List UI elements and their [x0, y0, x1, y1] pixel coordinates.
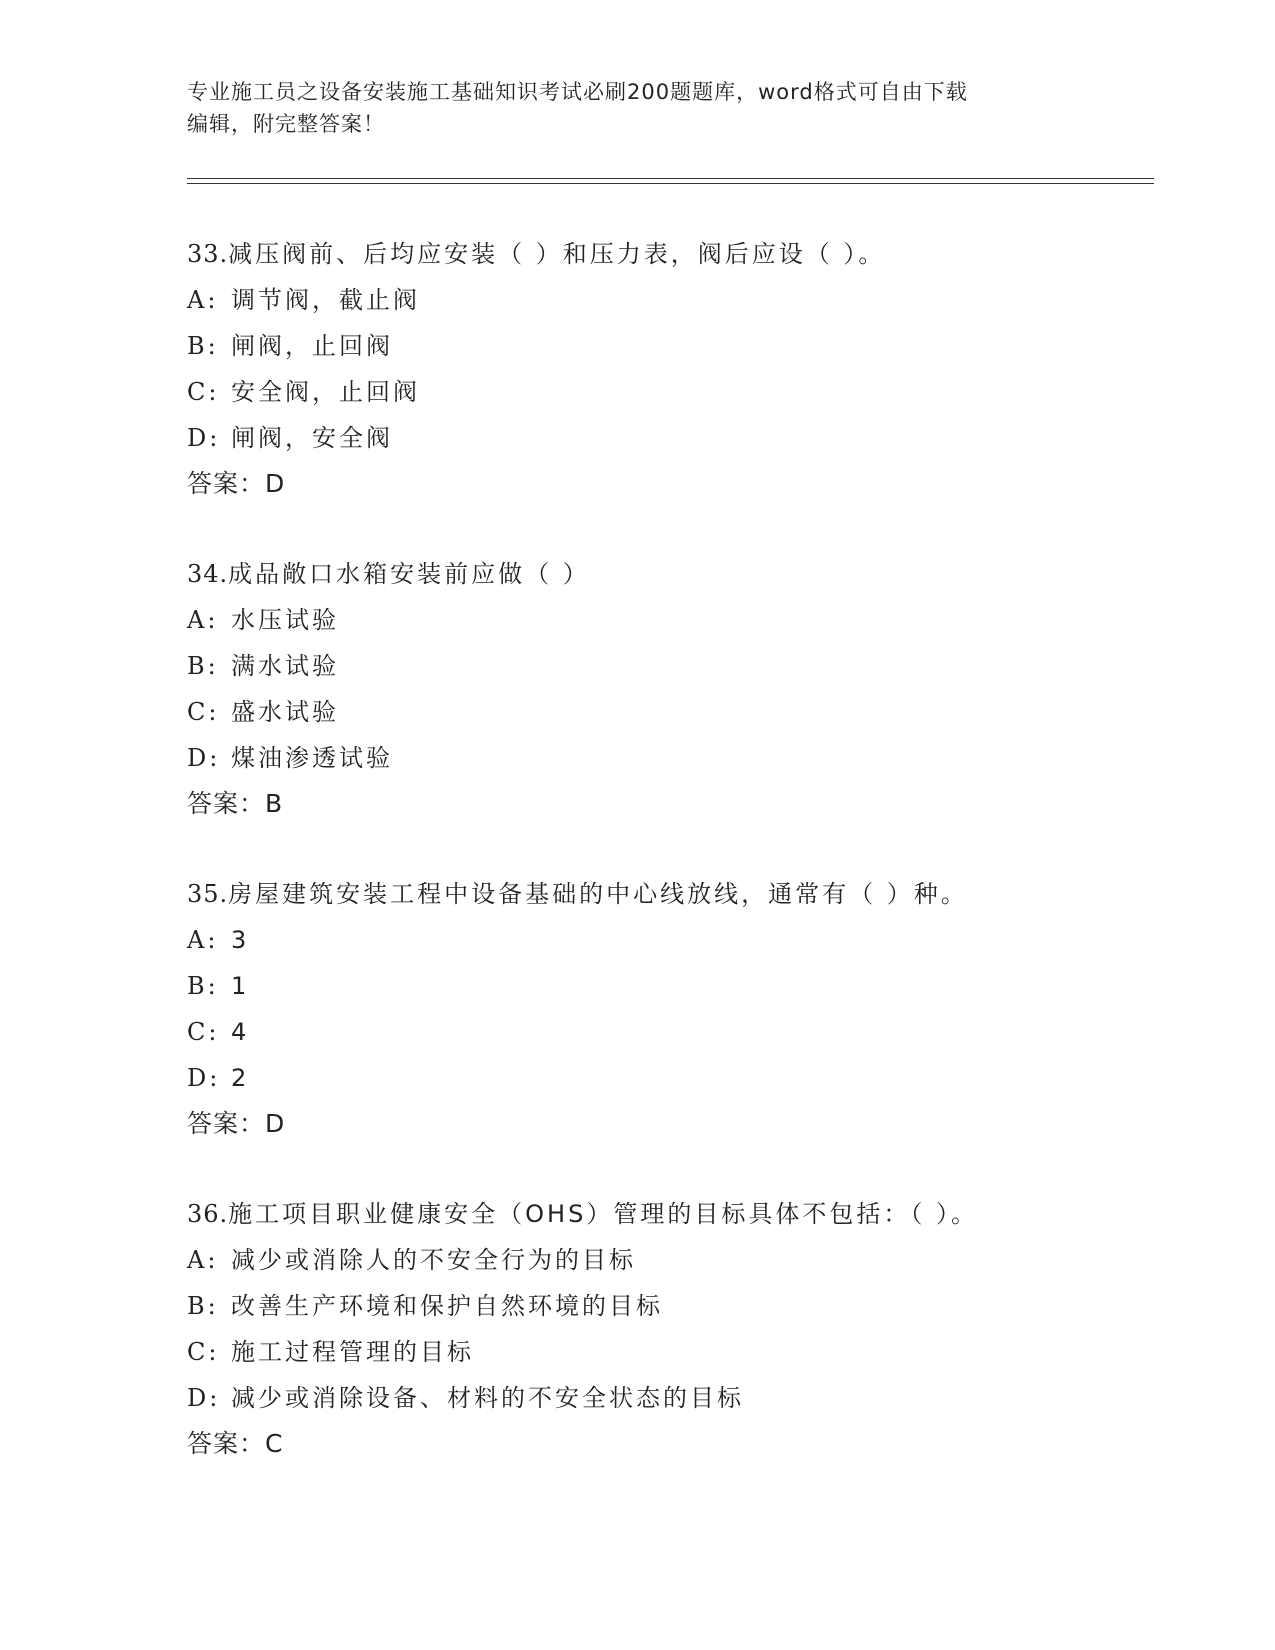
question-number: 35.: [187, 880, 229, 908]
option-d: [187, 1055, 1147, 1101]
question-36: [187, 1191, 1147, 1467]
option-letter: B:: [187, 1292, 219, 1320]
question-text: 房屋建筑安装工程中设备基础的中心线放线，通常有（ ）种。: [228, 880, 968, 908]
option-text: 煤油渗透试验: [231, 744, 393, 772]
option-letter: D:: [187, 1384, 221, 1412]
option-letter: B:: [187, 972, 219, 1000]
option-letter: B:: [187, 652, 219, 680]
option-text: 4: [231, 1018, 250, 1046]
header-divider-bottom: [187, 183, 1154, 184]
option-letter: A:: [187, 286, 219, 314]
option-text: 减少或消除设备、材料的不安全状态的目标: [231, 1384, 744, 1412]
option-letter: A:: [187, 1246, 219, 1274]
option-letter: D:: [187, 1064, 221, 1092]
option-b: [187, 643, 1147, 689]
option-text: 调节阀，截止阀: [231, 286, 420, 314]
question-34: [187, 551, 1147, 827]
option-b: [187, 1283, 1147, 1329]
question-number: 34.: [187, 560, 229, 588]
option-a: [187, 597, 1147, 643]
question-text: 施工项目职业健康安全（OHS）管理的目标具体不包括：（ ）。: [228, 1200, 978, 1228]
option-b: [187, 323, 1147, 369]
question-stem: [187, 231, 1147, 277]
option-text: 闸阀，安全阀: [231, 424, 393, 452]
answer: 答案：D: [187, 1109, 286, 1138]
option-letter: A:: [187, 926, 219, 954]
option-text: 2: [231, 1064, 250, 1092]
question-35: [187, 871, 1147, 1147]
option-text: 1: [231, 972, 250, 1000]
question-stem: [187, 1191, 1147, 1237]
option-d: [187, 415, 1147, 461]
option-letter: C:: [187, 1338, 220, 1366]
header-divider-top: [187, 178, 1154, 179]
option-c: [187, 369, 1147, 415]
question-text: 成品敞口水箱安装前应做（ ）: [228, 560, 590, 588]
question-33: [187, 231, 1147, 507]
question-stem: [187, 551, 1147, 597]
header-line-1: 专业施工员之设备安装施工基础知识考试必刷200题题库，word格式可自由下载: [187, 80, 968, 104]
option-text: 闸阀，止回阀: [231, 332, 393, 360]
option-text: 安全阀，止回阀: [231, 378, 420, 406]
question-stem: [187, 871, 1147, 917]
option-c: [187, 1009, 1147, 1055]
answer: 答案：B: [187, 789, 284, 818]
option-text: 水压试验: [231, 606, 339, 634]
answer: 答案：C: [187, 1429, 284, 1458]
option-a: [187, 277, 1147, 323]
option-text: 满水试验: [231, 652, 339, 680]
option-letter: D:: [187, 744, 221, 772]
option-letter: A:: [187, 606, 219, 634]
option-b: [187, 963, 1147, 1009]
document-header: [187, 76, 1087, 140]
option-text: 减少或消除人的不安全行为的目标: [231, 1246, 636, 1274]
option-text: 3: [231, 926, 250, 954]
option-c: [187, 1329, 1147, 1375]
option-d: [187, 735, 1147, 781]
option-a: [187, 917, 1147, 963]
option-c: [187, 689, 1147, 735]
header-line-2: 编辑，附完整答案！: [187, 112, 385, 136]
option-letter: C:: [187, 378, 220, 406]
option-letter: C:: [187, 1018, 220, 1046]
option-text: 改善生产环境和保护自然环境的目标: [231, 1292, 663, 1320]
question-number: 36.: [187, 1200, 229, 1228]
option-letter: C:: [187, 698, 220, 726]
question-text: 减压阀前、后均应安装（ ）和压力表，阀后应设（ ）。: [228, 240, 886, 268]
option-letter: D:: [187, 424, 221, 452]
answer: 答案：D: [187, 469, 286, 498]
option-letter: B:: [187, 332, 219, 360]
option-a: [187, 1237, 1147, 1283]
question-number: 33.: [187, 240, 229, 268]
option-text: 盛水试验: [231, 698, 339, 726]
option-text: 施工过程管理的目标: [231, 1338, 474, 1366]
option-d: [187, 1375, 1147, 1421]
